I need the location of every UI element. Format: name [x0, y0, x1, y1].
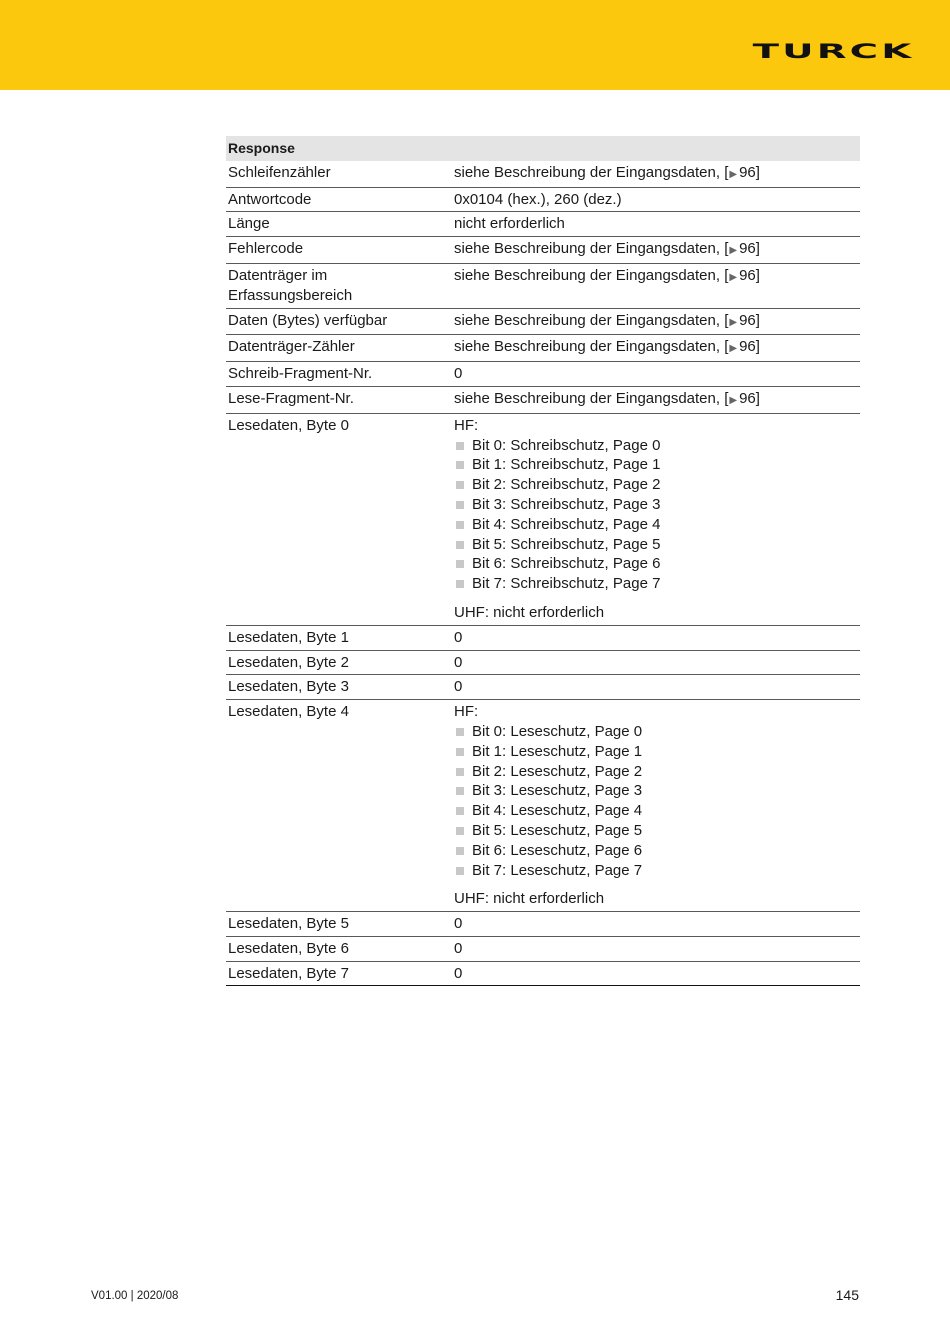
row-value-text: siehe Beschreibung der Eingangsdaten, [ [454, 163, 729, 181]
page-reference-link[interactable]: 96] [739, 240, 760, 258]
bit-list-item: Bit 1: Schreibschutz, Page 1 [454, 455, 858, 475]
row-value [452, 650, 860, 675]
page-reference-arrow-icon[interactable]: ▶ [729, 343, 738, 355]
page-reference-arrow-icon[interactable]: ▶ [729, 245, 738, 257]
table-row [226, 187, 860, 212]
row-value [452, 362, 860, 387]
page-reference-link[interactable]: 96] [739, 389, 760, 407]
page-reference-arrow-icon[interactable]: ▶ [729, 168, 738, 180]
page-number: 145 [835, 1287, 859, 1303]
row-value [452, 237, 860, 264]
row-value-text: HF: [454, 703, 479, 721]
row-value [452, 335, 860, 362]
page-reference-link[interactable]: 96] [739, 266, 760, 284]
row-label: Fehlercode [226, 237, 452, 264]
row-value [452, 625, 860, 650]
row-value-text: siehe Beschreibung der Eingangsdaten, [ [454, 338, 729, 356]
row-value [452, 308, 860, 335]
row-value [452, 413, 860, 625]
table-header: Response [226, 136, 860, 161]
row-label: Lesedaten, Byte 1 [226, 625, 452, 650]
table-row [226, 936, 860, 961]
row-label: Lesedaten, Byte 6 [226, 936, 452, 961]
bit-list-item: Bit 1: Leseschutz, Page 1 [454, 742, 858, 762]
table-row [226, 675, 860, 700]
row-value [452, 961, 860, 986]
row-value [452, 700, 860, 912]
bit-list-item: Bit 0: Schreibschutz, Page 0 [454, 436, 858, 456]
page-reference-link[interactable]: 96] [739, 338, 760, 356]
row-label: Schreib-Fragment-Nr. [226, 362, 452, 387]
row-label: Lesedaten, Byte 3 [226, 675, 452, 700]
bit-list-item: Bit 6: Schreibschutz, Page 6 [454, 554, 858, 574]
page-reference-arrow-icon[interactable]: ▶ [729, 271, 738, 283]
bit-list-item: Bit 0: Leseschutz, Page 0 [454, 722, 858, 742]
row-value-text: siehe Beschreibung der Eingangsdaten, [ [454, 311, 729, 329]
bit-list-item: Bit 2: Leseschutz, Page 2 [454, 762, 858, 782]
row-label: Datenträger im Erfassungsbereich [226, 263, 452, 308]
bit-list-item: Bit 3: Schreibschutz, Page 3 [454, 495, 858, 515]
row-label: Lesedaten, Byte 7 [226, 961, 452, 986]
bit-list [454, 436, 858, 594]
table-header-row [226, 136, 860, 161]
table-row [226, 700, 860, 912]
bit-list-item: Bit 5: Schreibschutz, Page 5 [454, 535, 858, 555]
table-row [226, 237, 860, 264]
page-reference-link[interactable]: 96] [739, 311, 760, 329]
row-value [452, 212, 860, 237]
row-value-text: 0 [454, 365, 463, 383]
row-value-text: 0 [454, 964, 463, 982]
row-label: Lesedaten, Byte 2 [226, 650, 452, 675]
page-reference-arrow-icon[interactable]: ▶ [729, 316, 738, 328]
row-label: Lesedaten, Byte 5 [226, 912, 452, 937]
row-label: Daten (Bytes) verfügbar [226, 308, 452, 335]
row-value-text: 0 [454, 653, 463, 671]
response-table [226, 136, 860, 986]
row-label: Datenträger-Zähler [226, 335, 452, 362]
row-value-text: 0 [454, 678, 463, 696]
bit-list-item: Bit 3: Leseschutz, Page 3 [454, 781, 858, 801]
bit-list [454, 722, 858, 880]
row-value [452, 912, 860, 937]
row-value-text: siehe Beschreibung der Eingangsdaten, [ [454, 240, 729, 258]
row-value [452, 675, 860, 700]
table-row [226, 912, 860, 937]
bit-list-item: Bit 2: Schreibschutz, Page 2 [454, 475, 858, 495]
row-value-text: 0x0104 (hex.), 260 (dez.) [454, 190, 622, 208]
row-value [452, 187, 860, 212]
row-value [452, 386, 860, 413]
table-row [226, 362, 860, 387]
uhf-note: UHF: nicht erforderlich [454, 890, 605, 908]
bit-list-item: Bit 6: Leseschutz, Page 6 [454, 841, 858, 861]
row-value-text: siehe Beschreibung der Eingangsdaten, [ [454, 266, 729, 284]
row-label: Länge [226, 212, 452, 237]
page-reference-link[interactable]: 96] [739, 163, 760, 181]
row-value-text: 0 [454, 628, 463, 646]
row-value [452, 936, 860, 961]
row-label: Schleifenzähler [226, 161, 452, 187]
turck-logo: TURCK [752, 40, 914, 63]
page-reference-arrow-icon[interactable]: ▶ [729, 394, 738, 406]
row-label: Lesedaten, Byte 0 [226, 413, 452, 625]
row-label: Antwortcode [226, 187, 452, 212]
table-row [226, 161, 860, 187]
bit-list-item: Bit 4: Schreibschutz, Page 4 [454, 515, 858, 535]
table-row [226, 212, 860, 237]
table-row [226, 650, 860, 675]
bit-list-item: Bit 7: Schreibschutz, Page 7 [454, 574, 858, 594]
row-value-text: nicht erforderlich [454, 215, 565, 233]
bit-list-item: Bit 4: Leseschutz, Page 4 [454, 801, 858, 821]
table-row [226, 263, 860, 308]
row-value-text: 0 [454, 939, 463, 957]
row-value-text: 0 [454, 915, 463, 933]
table-row [226, 625, 860, 650]
header-band [0, 0, 950, 90]
row-label: Lesedaten, Byte 4 [226, 700, 452, 912]
footer-version: V01.00 | 2020/08 [91, 1290, 179, 1302]
table-row [226, 961, 860, 986]
table-row [226, 335, 860, 362]
row-value [452, 263, 860, 308]
row-label: Lese-Fragment-Nr. [226, 386, 452, 413]
table-row [226, 413, 860, 625]
bit-list-item: Bit 5: Leseschutz, Page 5 [454, 821, 858, 841]
uhf-note: UHF: nicht erforderlich [454, 603, 605, 621]
row-value-text: HF: [454, 416, 479, 434]
table-row [226, 308, 860, 335]
bit-list-item: Bit 7: Leseschutz, Page 7 [454, 861, 858, 881]
row-value-text: siehe Beschreibung der Eingangsdaten, [ [454, 389, 729, 407]
table-row [226, 386, 860, 413]
row-value [452, 161, 860, 187]
